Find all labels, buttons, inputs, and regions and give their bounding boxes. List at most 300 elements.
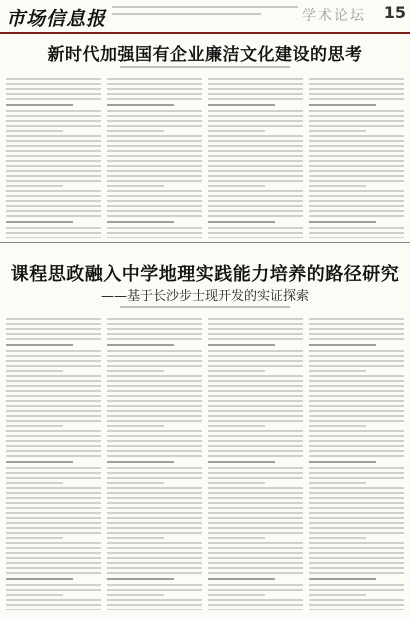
body-placeholder-line [107,344,174,346]
body-placeholder-line [208,594,265,596]
body-placeholder-line [309,450,404,452]
body-placeholder-line [107,522,202,524]
body-placeholder-line [107,232,202,234]
body-placeholder-line [6,360,101,362]
body-placeholder-line [208,557,303,559]
article-1-body [6,78,404,238]
body-placeholder-line [208,190,303,192]
body-placeholder-line [6,145,101,147]
body-placeholder-line [208,318,303,320]
body-placeholder-line [6,190,101,192]
body-placeholder-line [107,380,202,382]
body-placeholder-line [309,455,404,457]
body-placeholder-line [208,78,303,80]
body-placeholder-line [208,532,303,534]
body-placeholder-line [107,175,202,177]
body-placeholder-line [107,200,202,202]
byline-placeholder-line [120,66,290,68]
body-placeholder-line [6,180,101,182]
body-placeholder-line [107,492,202,494]
body-placeholder-line [6,537,63,539]
body-placeholder-line [107,440,202,442]
body-placeholder-line [6,472,101,474]
body-placeholder-line [107,609,202,610]
body-placeholder-line [6,435,101,437]
body-placeholder-line [6,155,101,157]
body-placeholder-line [208,410,303,412]
body-placeholder-line [208,455,303,457]
body-placeholder-line [107,487,202,489]
body-placeholder-line [107,83,202,85]
body-placeholder-line [309,599,404,601]
body-placeholder-line [309,140,404,142]
body-placeholder-line [208,497,303,499]
body-placeholder-line [107,195,202,197]
text-column [6,318,101,610]
body-placeholder-line [208,200,303,202]
body-placeholder-line [309,589,404,591]
body-placeholder-line [107,430,202,432]
body-placeholder-line [208,115,303,117]
body-placeholder-line [107,185,164,187]
body-placeholder-line [208,227,303,229]
body-placeholder-line [107,221,174,223]
body-placeholder-line [309,190,404,192]
body-placeholder-line [309,497,404,499]
body-placeholder-line [6,594,63,596]
body-placeholder-line [107,140,202,142]
article-2-title: 课程思政融入中学地理实践能力培养的路径研究 [10,264,400,285]
body-placeholder-line [309,232,404,234]
body-placeholder-line [208,547,303,549]
body-placeholder-line [6,88,101,90]
body-placeholder-line [309,527,404,529]
body-placeholder-line [107,160,202,162]
body-placeholder-line [107,589,202,591]
text-column [309,78,404,238]
body-placeholder-line [309,390,404,392]
body-placeholder-line [6,83,101,85]
body-placeholder-line [309,542,404,544]
body-placeholder-line [208,562,303,564]
body-placeholder-line [107,227,202,229]
body-placeholder-line [6,415,101,417]
body-placeholder-line [6,455,101,457]
body-placeholder-line [6,328,101,330]
body-placeholder-line [6,135,101,137]
body-placeholder-line [208,522,303,524]
body-placeholder-line [208,512,303,514]
body-placeholder-line [208,185,265,187]
text-column [107,318,202,610]
body-placeholder-line [6,405,101,407]
body-placeholder-line [6,237,101,238]
body-placeholder-line [107,350,202,352]
body-placeholder-line [208,589,303,591]
body-placeholder-line [208,110,303,112]
body-placeholder-line [208,104,275,106]
body-placeholder-line [107,477,202,479]
body-placeholder-line [6,487,101,489]
body-placeholder-line [208,120,303,122]
body-placeholder-line [309,370,366,372]
body-placeholder-line [208,205,303,207]
body-placeholder-line [208,527,303,529]
body-placeholder-line [309,487,404,489]
body-placeholder-line [208,338,303,340]
body-placeholder-line [107,385,202,387]
body-placeholder-line [107,190,202,192]
body-placeholder-line [208,93,303,95]
page-number: 15 [383,3,406,22]
body-placeholder-line [6,445,101,447]
body-placeholder-line [309,567,404,569]
body-placeholder-line [309,522,404,524]
body-placeholder-line [309,210,404,212]
body-placeholder-line [107,450,202,452]
body-placeholder-line [208,492,303,494]
masthead [0,0,410,34]
body-placeholder-line [6,370,63,372]
article-2-subtitle: ——基于长沙步士现开发的实证探索 [100,289,309,304]
body-placeholder-line [107,542,202,544]
body-placeholder-line [208,155,303,157]
body-placeholder-line [208,467,303,469]
body-placeholder-line [309,482,366,484]
text-column [309,318,404,610]
body-placeholder-line [6,205,101,207]
body-placeholder-line [107,323,202,325]
body-placeholder-line [309,195,404,197]
body-placeholder-line [208,390,303,392]
body-placeholder-line [6,400,101,402]
body-placeholder-line [107,512,202,514]
body-placeholder-line [208,232,303,234]
body-placeholder-line [309,170,404,172]
body-placeholder-line [309,562,404,564]
body-placeholder-line [309,110,404,112]
body-placeholder-line [309,115,404,117]
body-placeholder-line [6,589,101,591]
body-placeholder-line [309,537,366,539]
body-placeholder-line [6,482,63,484]
body-placeholder-line [107,562,202,564]
body-placeholder-line [309,125,404,127]
body-placeholder-line [6,185,63,187]
body-placeholder-line [309,594,366,596]
body-placeholder-line [107,104,174,106]
body-placeholder-line [6,492,101,494]
body-placeholder-line [309,507,404,509]
body-placeholder-line [107,390,202,392]
body-placeholder-line [6,385,101,387]
body-placeholder-line [6,522,101,524]
body-placeholder-line [107,180,202,182]
body-placeholder-line [309,78,404,80]
body-placeholder-line [6,467,101,469]
body-placeholder-line [309,360,404,362]
body-placeholder-line [107,115,202,117]
body-placeholder-line [309,461,376,463]
body-placeholder-line [309,410,404,412]
body-placeholder-line [6,547,101,549]
body-placeholder-line [309,445,404,447]
body-placeholder-line [6,567,101,569]
dateline-placeholder-line [112,13,261,15]
body-placeholder-line [309,333,404,335]
body-placeholder-line [6,461,73,463]
body-placeholder-line [309,355,404,357]
body-placeholder-line [208,445,303,447]
body-placeholder-line [208,328,303,330]
body-placeholder-line [6,93,101,95]
body-placeholder-line [107,472,202,474]
body-placeholder-line [208,365,303,367]
body-placeholder-line [6,115,101,117]
body-placeholder-line [208,609,303,610]
body-placeholder-line [107,461,174,463]
body-placeholder-line [107,237,202,238]
body-placeholder-line [309,93,404,95]
article-divider [0,242,410,243]
body-placeholder-line [6,221,73,223]
body-placeholder-line [309,467,404,469]
body-placeholder-line [309,430,404,432]
body-placeholder-line [309,180,404,182]
body-placeholder-line [6,517,101,519]
body-placeholder-line [107,578,174,580]
dateline-placeholder-line [112,6,298,8]
body-placeholder-line [107,328,202,330]
body-placeholder-line [107,365,202,367]
body-placeholder-line [6,562,101,564]
body-placeholder-line [208,150,303,152]
body-placeholder-line [107,497,202,499]
body-placeholder-line [107,110,202,112]
body-placeholder-line [6,552,101,554]
body-placeholder-line [208,380,303,382]
body-placeholder-line [6,323,101,325]
body-placeholder-line [208,517,303,519]
body-placeholder-line [107,150,202,152]
body-placeholder-line [208,567,303,569]
body-placeholder-line [6,165,101,167]
body-placeholder-line [6,527,101,529]
body-placeholder-line [208,130,265,132]
body-placeholder-line [107,594,164,596]
body-placeholder-line [208,355,303,357]
body-placeholder-line [107,572,202,574]
body-placeholder-line [208,572,303,574]
text-column [6,78,101,238]
body-placeholder-line [208,375,303,377]
body-placeholder-line [309,572,404,574]
body-placeholder-line [309,350,404,352]
body-placeholder-line [208,507,303,509]
body-placeholder-line [107,425,164,427]
body-placeholder-line [6,420,101,422]
body-placeholder-line [208,170,303,172]
body-placeholder-line [107,405,202,407]
body-placeholder-line [6,390,101,392]
body-placeholder-line [6,430,101,432]
body-placeholder-line [107,599,202,601]
body-placeholder-line [6,170,101,172]
body-placeholder-line [309,584,404,586]
body-placeholder-line [107,532,202,534]
body-placeholder-line [107,318,202,320]
body-placeholder-line [6,365,101,367]
body-placeholder-line [208,430,303,432]
body-placeholder-line [107,445,202,447]
body-placeholder-line [208,385,303,387]
body-placeholder-line [309,502,404,504]
body-placeholder-line [309,344,376,346]
body-placeholder-line [208,180,303,182]
body-placeholder-line [107,455,202,457]
body-placeholder-line [6,200,101,202]
body-placeholder-line [309,160,404,162]
body-placeholder-line [208,395,303,397]
body-placeholder-line [6,140,101,142]
body-placeholder-line [6,507,101,509]
body-placeholder-line [208,461,275,463]
body-placeholder-line [107,130,164,132]
body-placeholder-line [309,385,404,387]
body-placeholder-line [6,375,101,377]
body-placeholder-line [208,477,303,479]
body-placeholder-line [6,210,101,212]
body-placeholder-line [6,318,101,320]
body-placeholder-line [208,552,303,554]
body-placeholder-line [107,537,164,539]
body-placeholder-line [309,130,366,132]
body-placeholder-line [6,440,101,442]
body-placeholder-line [208,165,303,167]
body-placeholder-line [107,370,164,372]
body-placeholder-line [6,150,101,152]
body-placeholder-line [107,400,202,402]
body-placeholder-line [107,165,202,167]
body-placeholder-line [309,552,404,554]
body-placeholder-line [309,477,404,479]
body-placeholder-line [208,140,303,142]
body-placeholder-line [208,584,303,586]
body-placeholder-line [107,360,202,362]
body-placeholder-line [6,227,101,229]
body-placeholder-line [6,532,101,534]
body-placeholder-line [107,502,202,504]
body-placeholder-line [107,125,202,127]
body-placeholder-line [107,604,202,606]
body-placeholder-line [208,420,303,422]
body-placeholder-line [309,435,404,437]
body-placeholder-line [309,338,404,340]
text-column [208,78,303,238]
article-1-title: 新时代加强国有企业廉洁文化建设的思考 [47,45,363,65]
body-placeholder-line [208,472,303,474]
body-placeholder-line [208,98,303,100]
body-placeholder-line [107,415,202,417]
body-placeholder-line [208,370,265,372]
body-placeholder-line [208,604,303,606]
body-placeholder-line [6,175,101,177]
body-placeholder-line [6,78,101,80]
body-placeholder-line [107,507,202,509]
body-placeholder-line [309,609,404,610]
body-placeholder-line [107,205,202,207]
body-placeholder-line [208,415,303,417]
body-placeholder-line [309,318,404,320]
body-placeholder-line [309,375,404,377]
body-placeholder-line [107,552,202,554]
body-placeholder-line [309,415,404,417]
body-placeholder-line [309,135,404,137]
body-placeholder-line [208,435,303,437]
body-placeholder-line [208,578,275,580]
body-placeholder-line [6,450,101,452]
body-placeholder-line [107,170,202,172]
body-placeholder-line [208,400,303,402]
body-placeholder-line [6,104,73,106]
body-placeholder-line [107,135,202,137]
body-placeholder-line [107,145,202,147]
body-placeholder-line [6,333,101,335]
body-placeholder-line [208,350,303,352]
body-placeholder-line [208,135,303,137]
body-placeholder-line [107,98,202,100]
body-placeholder-line [107,210,202,212]
body-placeholder-line [309,440,404,442]
body-placeholder-line [107,482,164,484]
body-placeholder-line [6,355,101,357]
body-placeholder-line [208,237,303,238]
body-placeholder-line [208,487,303,489]
body-placeholder-line [208,195,303,197]
body-placeholder-line [309,88,404,90]
body-placeholder-line [107,547,202,549]
body-placeholder-line [208,405,303,407]
body-placeholder-line [6,497,101,499]
body-placeholder-line [6,410,101,412]
body-placeholder-line [208,425,265,427]
body-placeholder-line [6,215,101,217]
body-placeholder-line [208,221,275,223]
body-placeholder-line [107,584,202,586]
body-placeholder-line [107,420,202,422]
body-placeholder-line [208,542,303,544]
body-placeholder-line [309,365,404,367]
body-placeholder-line [309,425,366,427]
body-placeholder-line [208,215,303,217]
body-placeholder-line [208,323,303,325]
body-placeholder-line [107,355,202,357]
text-column [107,78,202,238]
body-placeholder-line [309,400,404,402]
body-placeholder-line [309,532,404,534]
body-placeholder-line [107,527,202,529]
body-placeholder-line [309,221,376,223]
body-placeholder-line [6,344,73,346]
body-placeholder-line [6,195,101,197]
body-placeholder-line [208,502,303,504]
body-placeholder-line [208,333,303,335]
body-placeholder-line [309,420,404,422]
masthead-dateline [112,6,298,26]
body-placeholder-line [309,547,404,549]
body-placeholder-line [309,380,404,382]
body-placeholder-line [6,604,101,606]
